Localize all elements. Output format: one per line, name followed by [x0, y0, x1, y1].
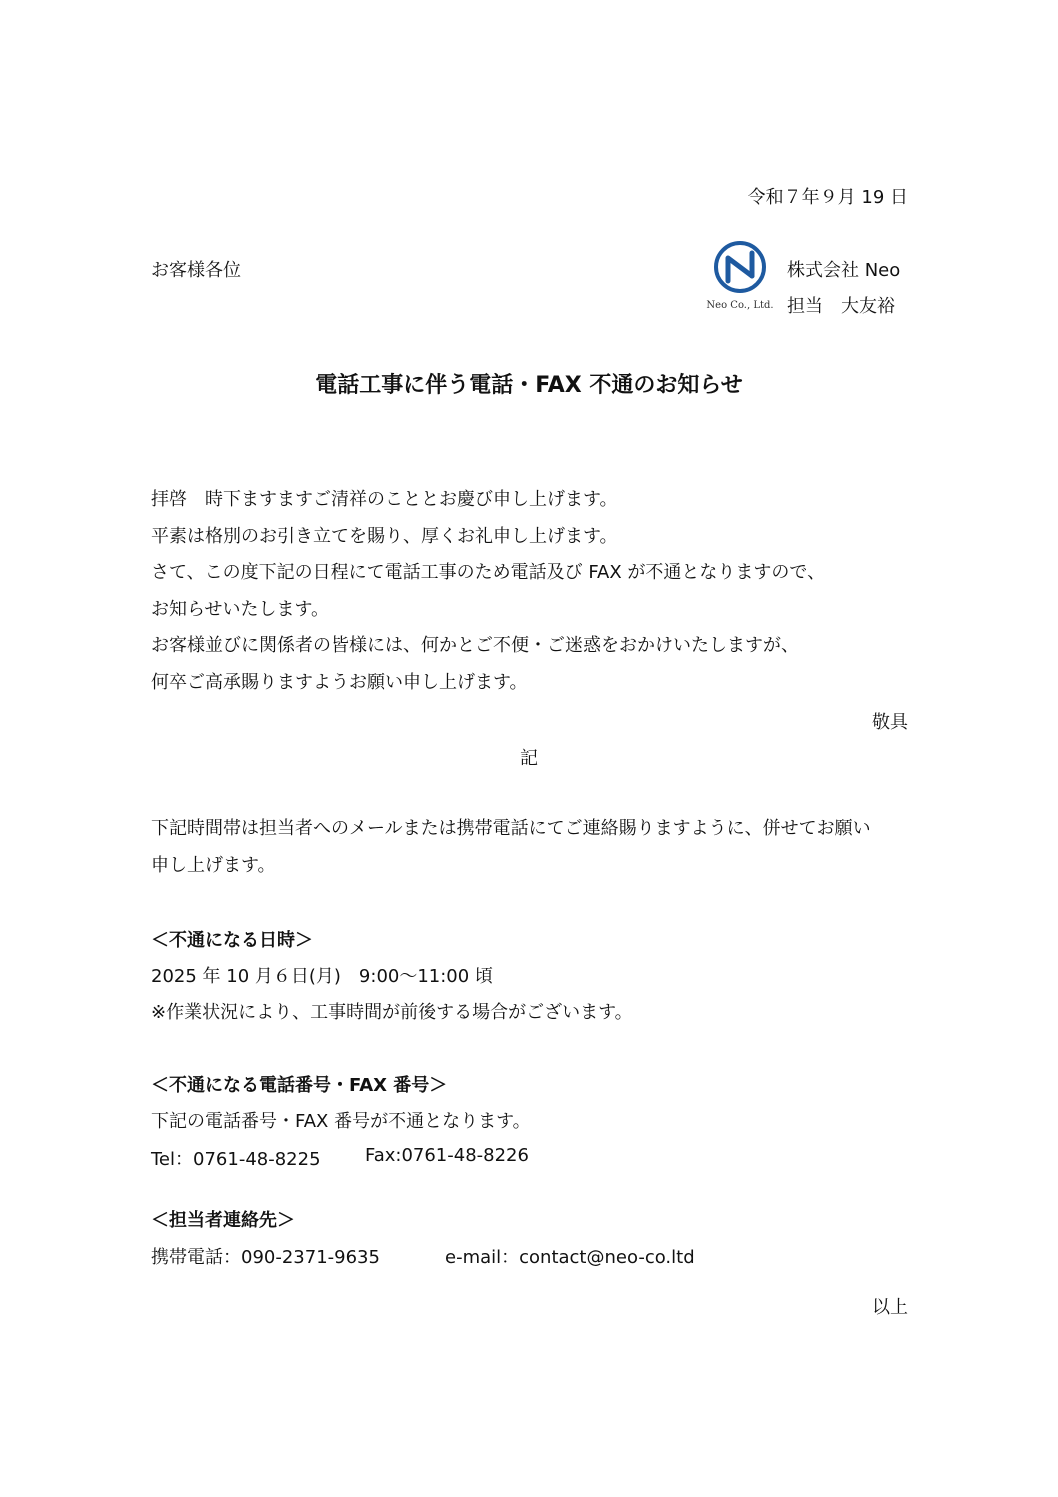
page-title: 電話工事に伴う電話・FAX 不通のお知らせ — [315, 373, 743, 398]
outage-numbers-heading: ＜不通になる電話番号・FAX 番号＞ — [151, 1075, 448, 1096]
outage-time-heading: ＜不通になる日時＞ — [151, 930, 313, 951]
letter-body — [151, 488, 825, 707]
body-line: お知らせいたします。 — [151, 598, 330, 620]
outage-datetime: 2025 年 10 月６日(月) 9:00～11:00 頃 — [151, 966, 493, 987]
note-line: 申し上げます。 — [151, 854, 276, 876]
fax-number: Fax:0761-48-8226 — [365, 1145, 529, 1166]
mobile-number: 携帯電話：090-2371-9635 — [151, 1247, 380, 1268]
body-line: 拝啓 時下ますますご清祥のこととお慶び申し上げます。 — [151, 489, 618, 510]
logo-text: Neo Co., Ltd. — [706, 300, 774, 311]
ki-marker: 記 — [520, 748, 538, 769]
body-line: 平素は格別のお引き立てを賜り、厚くお礼申し上げます。 — [151, 525, 618, 547]
person-in-charge: 担当 大友裕 — [787, 296, 895, 317]
company-logo — [698, 240, 782, 316]
end-mark: 以上 — [872, 1297, 908, 1318]
body-line: 何卒ご高承賜りますようお願い申し上げます。 — [151, 671, 528, 693]
outage-remark: ※作業状況により、工事時間が前後する場合がございます。 — [151, 1002, 633, 1023]
body-line: お客様並びに関係者の皆様には、何かとご不便・ご迷惑をおかけいたしますが、 — [151, 635, 799, 656]
outage-numbers-text: 下記の電話番号・FAX 番号が不通となります。 — [151, 1111, 531, 1132]
email-address: e-mail：contact@neo-co.ltd — [445, 1247, 695, 1268]
contact-heading: ＜担当者連絡先＞ — [151, 1210, 295, 1231]
addressee: お客様各位 — [151, 260, 241, 281]
note-line: 下記時間帯は担当者へのメールまたは携帯電話にてご連絡賜りますように、併せてお願い — [151, 818, 871, 839]
body-line: さて、この度下記の日程にて電話工事のため電話及び FAX が不通となりますので、 — [151, 562, 826, 583]
tel-number: Tel：0761-48-8225 — [151, 1149, 321, 1170]
document-date: 令和７年９月 19 日 — [747, 187, 908, 208]
neo-logo-icon — [698, 240, 782, 300]
closing-keigu: 敬具 — [872, 712, 908, 733]
company-name: 株式会社 Neo — [787, 260, 901, 281]
contact-note — [151, 817, 871, 890]
